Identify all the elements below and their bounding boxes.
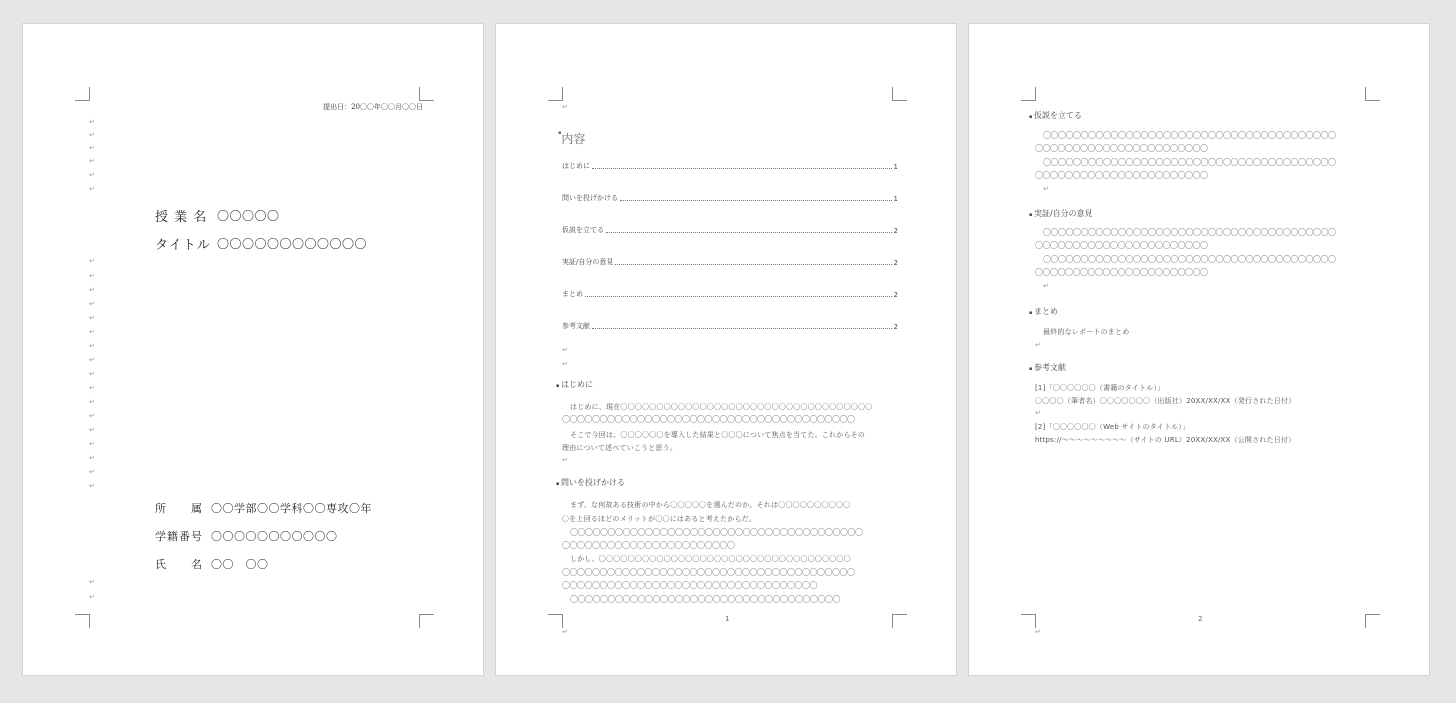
reference-line: 〇〇〇〇（筆者名）〇〇〇〇〇〇〇（出版社）20XX/XX/XX（発行された日付） <box>1035 397 1296 405</box>
body-line: 〇〇〇〇〇〇〇〇〇〇〇〇〇〇〇〇〇〇〇〇〇〇〇 <box>1035 241 1208 250</box>
margin-corner <box>1365 614 1380 628</box>
course-value: 〇〇〇〇〇 <box>217 209 280 223</box>
body-line: 〇〇〇〇〇〇〇〇〇〇〇〇〇〇〇〇〇〇〇〇〇〇〇〇〇〇〇〇〇〇〇〇〇〇〇〇 <box>570 595 840 604</box>
margin-corner <box>75 614 90 628</box>
body-line: はじめに、現在〇〇〇〇〇〇〇〇〇〇〇〇〇〇〇〇〇〇〇〇〇〇〇〇〇〇〇〇〇〇〇〇〇〇〇 <box>570 403 873 411</box>
section-heading-hypothesis: ▪ 仮説を立てる <box>1029 110 1082 121</box>
body-line: 〇〇〇〇〇〇〇〇〇〇〇〇〇〇〇〇〇〇〇〇〇〇〇〇〇〇〇〇〇〇〇〇〇〇 <box>562 581 817 590</box>
body-line: 理由について述べていこうと思う。 <box>562 444 678 452</box>
page-contents <box>495 23 957 676</box>
toc-row[interactable]: 参考文献 2 <box>562 322 898 331</box>
body-line: 〇〇〇〇〇〇〇〇〇〇〇〇〇〇〇〇〇〇〇〇〇〇〇 <box>1035 268 1208 277</box>
page-number: 1 <box>725 615 730 623</box>
name-label: 氏 名 <box>155 558 203 571</box>
name-value: 〇〇 〇〇 <box>211 558 269 571</box>
summary-text: 最終的なレポートのまとめ <box>1043 328 1130 336</box>
margin-corner <box>548 614 563 628</box>
toc-row[interactable]: 仮説を立てる 2 <box>562 226 898 235</box>
reference-line: https://～～～～～～～～～（サイトの URL）20XX/XX/XX（公開された日付） <box>1035 436 1296 444</box>
affiliation-value: 〇〇学部〇〇学科〇〇専攻〇年 <box>211 502 372 515</box>
margin-corner <box>1021 87 1036 101</box>
body-line: 〇を上回るほどのメリットが〇〇にはあると考えたからだ。 <box>562 515 757 523</box>
margin-corner <box>1365 87 1380 101</box>
section-heading-summary: ▪ まとめ <box>1029 306 1058 317</box>
body-line: まず、な何故ある技術の中から〇〇〇〇〇を選んだのか。それは〇〇〇〇〇〇〇〇〇〇 <box>570 501 851 509</box>
title-label: タイトル <box>155 238 211 253</box>
margin-corner <box>1021 614 1036 628</box>
reference-line: [2]「〇〇〇〇〇〇（Web サイトのタイトル）」 <box>1035 423 1190 431</box>
body-line: 〇〇〇〇〇〇〇〇〇〇〇〇〇〇〇〇〇〇〇〇〇〇〇〇〇〇〇〇〇〇〇〇〇〇〇〇〇〇〇 <box>1043 158 1336 167</box>
toc-row[interactable]: まとめ 2 <box>562 290 898 299</box>
body-line: 〇〇〇〇〇〇〇〇〇〇〇〇〇〇〇〇〇〇〇〇〇〇〇〇〇〇〇〇〇〇〇〇〇〇〇〇〇〇〇 <box>562 568 855 577</box>
page-number: 2 <box>1198 615 1203 623</box>
margin-corner <box>419 614 434 628</box>
submission-date: 提出日：20〇〇年〇〇月〇〇日 <box>323 103 423 111</box>
student-id-value: 〇〇〇〇〇〇〇〇〇〇〇 <box>211 530 338 543</box>
body-line: 〇〇〇〇〇〇〇〇〇〇〇〇〇〇〇〇〇〇〇〇〇〇〇 <box>1035 144 1208 153</box>
body-line: 〇〇〇〇〇〇〇〇〇〇〇〇〇〇〇〇〇〇〇〇〇〇〇〇〇〇〇〇〇〇〇〇〇〇〇〇〇〇〇 <box>562 415 855 424</box>
toc-row[interactable]: はじめに 1 <box>562 162 898 171</box>
body-line: 〇〇〇〇〇〇〇〇〇〇〇〇〇〇〇〇〇〇〇〇〇〇〇〇〇〇〇〇〇〇〇〇〇〇〇〇〇〇〇 <box>1043 228 1336 237</box>
toc-row[interactable]: 実証/自分の意見 2 <box>562 258 898 267</box>
section-heading-references: ▪ 参考文献 <box>1029 362 1066 373</box>
body-line: 〇〇〇〇〇〇〇〇〇〇〇〇〇〇〇〇〇〇〇〇〇〇〇〇〇〇〇〇〇〇〇〇〇〇〇〇〇〇〇 <box>1043 131 1336 140</box>
body-line: 〇〇〇〇〇〇〇〇〇〇〇〇〇〇〇〇〇〇〇〇〇〇〇 <box>562 541 735 550</box>
margin-corner <box>419 87 434 101</box>
margin-corner <box>892 87 907 101</box>
section-heading-proof: ▪ 実証/自分の意見 <box>1029 208 1093 219</box>
body-line: 〇〇〇〇〇〇〇〇〇〇〇〇〇〇〇〇〇〇〇〇〇〇〇 <box>1035 171 1208 180</box>
toc-row[interactable]: 問いを投げかける 1 <box>562 194 898 203</box>
student-id-label: 学籍番号 <box>155 530 203 543</box>
reference-line: [1]「〇〇〇〇〇〇（書籍のタイトル）」 <box>1035 384 1165 392</box>
course-label: 授 業 名 <box>155 210 208 225</box>
title-value: 〇〇〇〇〇〇〇〇〇〇〇〇 <box>217 237 368 251</box>
body-line: 〇〇〇〇〇〇〇〇〇〇〇〇〇〇〇〇〇〇〇〇〇〇〇〇〇〇〇〇〇〇〇〇〇〇〇〇〇〇〇 <box>570 528 863 537</box>
section-heading-intro: ▪ はじめに <box>556 379 593 390</box>
body-line: しかし、〇〇〇〇〇〇〇〇〇〇〇〇〇〇〇〇〇〇〇〇〇〇〇〇〇〇〇〇〇〇〇〇〇〇〇 <box>570 555 851 563</box>
margin-corner <box>75 87 90 101</box>
section-heading-question: ▪ 問いを投げかける <box>556 477 625 488</box>
affiliation-label: 所 属 <box>155 502 203 515</box>
toc-title: ▪内容 <box>558 130 586 146</box>
body-line: そこで今回は、〇〇〇〇〇〇を導入した結果と〇〇〇について焦点を当てた。これからその <box>570 431 866 439</box>
margin-corner <box>548 87 563 101</box>
page-cover <box>22 23 484 676</box>
margin-corner <box>892 614 907 628</box>
body-line: 〇〇〇〇〇〇〇〇〇〇〇〇〇〇〇〇〇〇〇〇〇〇〇〇〇〇〇〇〇〇〇〇〇〇〇〇〇〇〇 <box>1043 255 1336 264</box>
page-body <box>968 23 1430 676</box>
